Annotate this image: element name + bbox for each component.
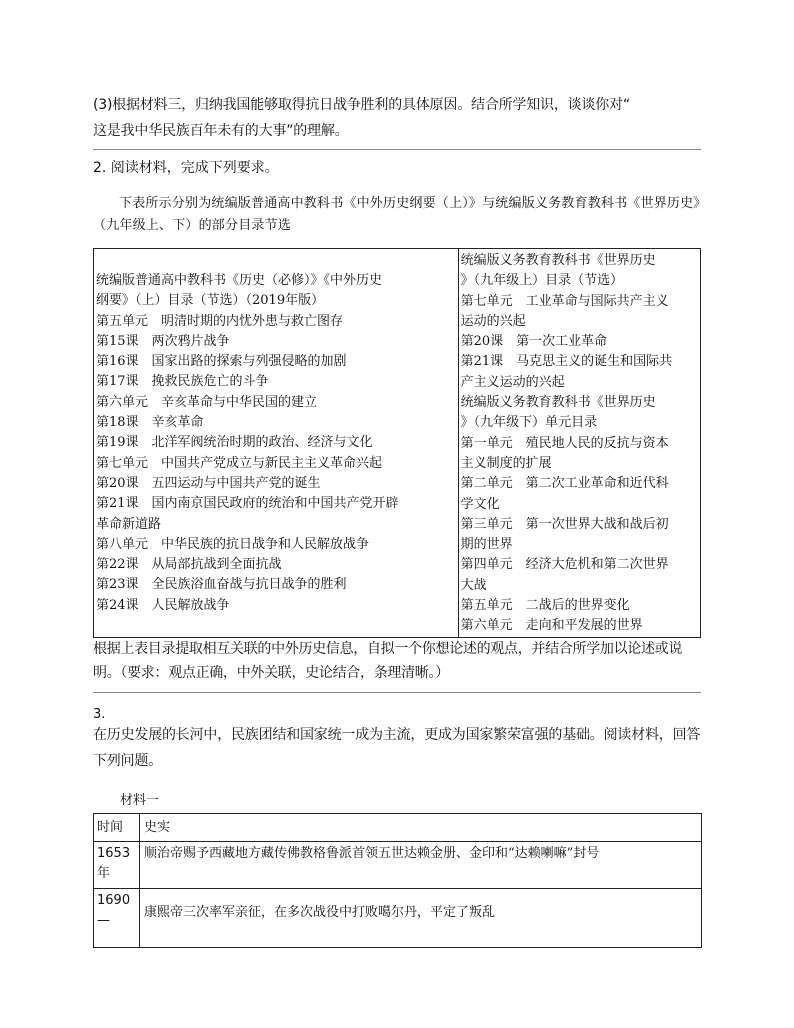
question-text-line: 这是我中华民族百年未有的大事”的理解。 [93, 123, 349, 139]
high-school-contents-cell [94, 249, 459, 638]
section-divider [93, 149, 701, 150]
contents-line: 第20课 五四运动与中国共产党的诞生 [96, 475, 321, 491]
textbook-contents-table [93, 248, 701, 638]
contents-line: 统编版义务教育教科书《世界历史 [460, 253, 656, 268]
question-3-subpart [93, 92, 703, 144]
question-3-intro: 在历史发展的长河中，民族团结和国家统一成为主流，更成为国家繁荣富强的基础。阅读材料，回答下列问题。 [93, 727, 701, 769]
material-label: 材料一 [120, 793, 160, 808]
fact-cell: 顺治帝赐予西藏地方藏传佛教格鲁派首领五世达赖金册、金印和“达赖喇嘛”封号 [140, 842, 702, 889]
contents-line: 主义制度的扩展 [460, 455, 552, 471]
contents-line: 第24课 人民解放战争 [96, 597, 230, 613]
section-divider [93, 692, 701, 693]
contents-line: 第六单元 走向和平发展的世界 [460, 618, 643, 634]
table-row [94, 889, 702, 948]
contents-line: 学文化 [460, 496, 500, 512]
fact-cell: 康熙帝三次率军亲征，在多次战役中打败噶尔丹，平定了叛乱 [140, 889, 702, 948]
column-header-fact: 史实 [140, 814, 702, 842]
contents-line: 期的世界 [460, 537, 513, 553]
contents-line: 统编版普通高中教科书《历史（必修）》《中外历史 [96, 273, 383, 288]
contents-line: 第21课 马克思主义的诞生和国际共 [460, 354, 673, 370]
contents-line: 》（九年级上）目录（节选） [460, 273, 624, 289]
time-cell: 1653年 [94, 842, 140, 889]
contents-line: 产主义运动的兴起 [460, 374, 565, 390]
question-2-intro: 下表所示分别为统编版普通高中教科书《中外历史纲要（上）》与统编版义务教育教科书《世界历史》（九年级上、下）的部分目录节选 [93, 196, 701, 233]
contents-line: 统编版义务教育教科书《世界历史 [460, 395, 656, 411]
contents-line: 》（九年级下）单元目录 [460, 415, 598, 431]
time-cell: 1690— [94, 889, 140, 948]
contents-line: 第21课 国内南京国民政府的统治和中国共产党开辟 [96, 496, 399, 512]
contents-line: 革命新道路 [96, 516, 162, 532]
question-2-task: 根据上表目录提取相互关联的中外历史信息，自拟一个你想论述的观点，并结合所学加以论述或说明。（要求：观点正确，中外关联，史论结合，条理清晰。） [93, 641, 683, 681]
contents-line: 第二单元 第二次工业革命和近代科 [460, 476, 669, 492]
contents-line: 第八单元 中华民族的抗日战争和人民解放战争 [96, 536, 370, 552]
question-text-line: (3)根据材料三，归纳我国能够取得抗日战争胜利的具体原因。结合所学知识，谈谈你对“ [93, 97, 630, 113]
world-history-contents-cell [458, 249, 700, 638]
table-header-row [94, 814, 702, 842]
contents-line: 第18课 辛亥革命 [96, 415, 204, 431]
contents-line: 第22课 从局部抗战到全面抗战 [96, 557, 282, 573]
contents-line: 第15课 两次鸦片战争 [96, 333, 230, 349]
contents-line: 第三单元 第一次世界大战和战后初 [460, 516, 669, 532]
contents-line: 第一单元 殖民地人民的反抗与资本 [460, 435, 669, 451]
contents-line: 第四单元 经济大危机和第二次世界 [460, 557, 669, 573]
contents-line: 运动的兴起 [460, 313, 526, 329]
historical-facts-table [93, 813, 702, 948]
contents-line: 纲要》（上）目录（节选）（2019年版） [96, 293, 325, 309]
question-2-title: 2. 阅读材料，完成下列要求。 [93, 160, 279, 176]
table-row [94, 842, 702, 889]
contents-line: 第16课 国家出路的探索与列强侵略的加剧 [96, 354, 347, 370]
contents-line: 第20课 第一次工业革命 [460, 334, 608, 350]
contents-line: 第七单元 工业革命与国际共产主义 [460, 293, 669, 309]
contents-line: 第17课 挽救民族危亡的斗争 [96, 374, 269, 390]
contents-line: 第七单元 中国共产党成立与新民主主义革命兴起 [96, 455, 383, 471]
column-header-time: 时间 [94, 814, 140, 842]
question-3-number: 3. [93, 707, 106, 722]
contents-line: 大战 [460, 577, 487, 593]
contents-line: 第六单元 辛亥革命与中华民国的建立 [96, 394, 318, 410]
contents-line: 第23课 全民族浴血奋战与抗日战争的胜利 [96, 577, 347, 593]
contents-line: 第19课 北洋军阀统治时期的政治、经济与文化 [96, 435, 373, 451]
contents-line: 第五单元 二战后的世界变化 [460, 598, 630, 614]
contents-line: 第五单元 明清时期的内忧外患与救亡图存 [96, 313, 344, 329]
